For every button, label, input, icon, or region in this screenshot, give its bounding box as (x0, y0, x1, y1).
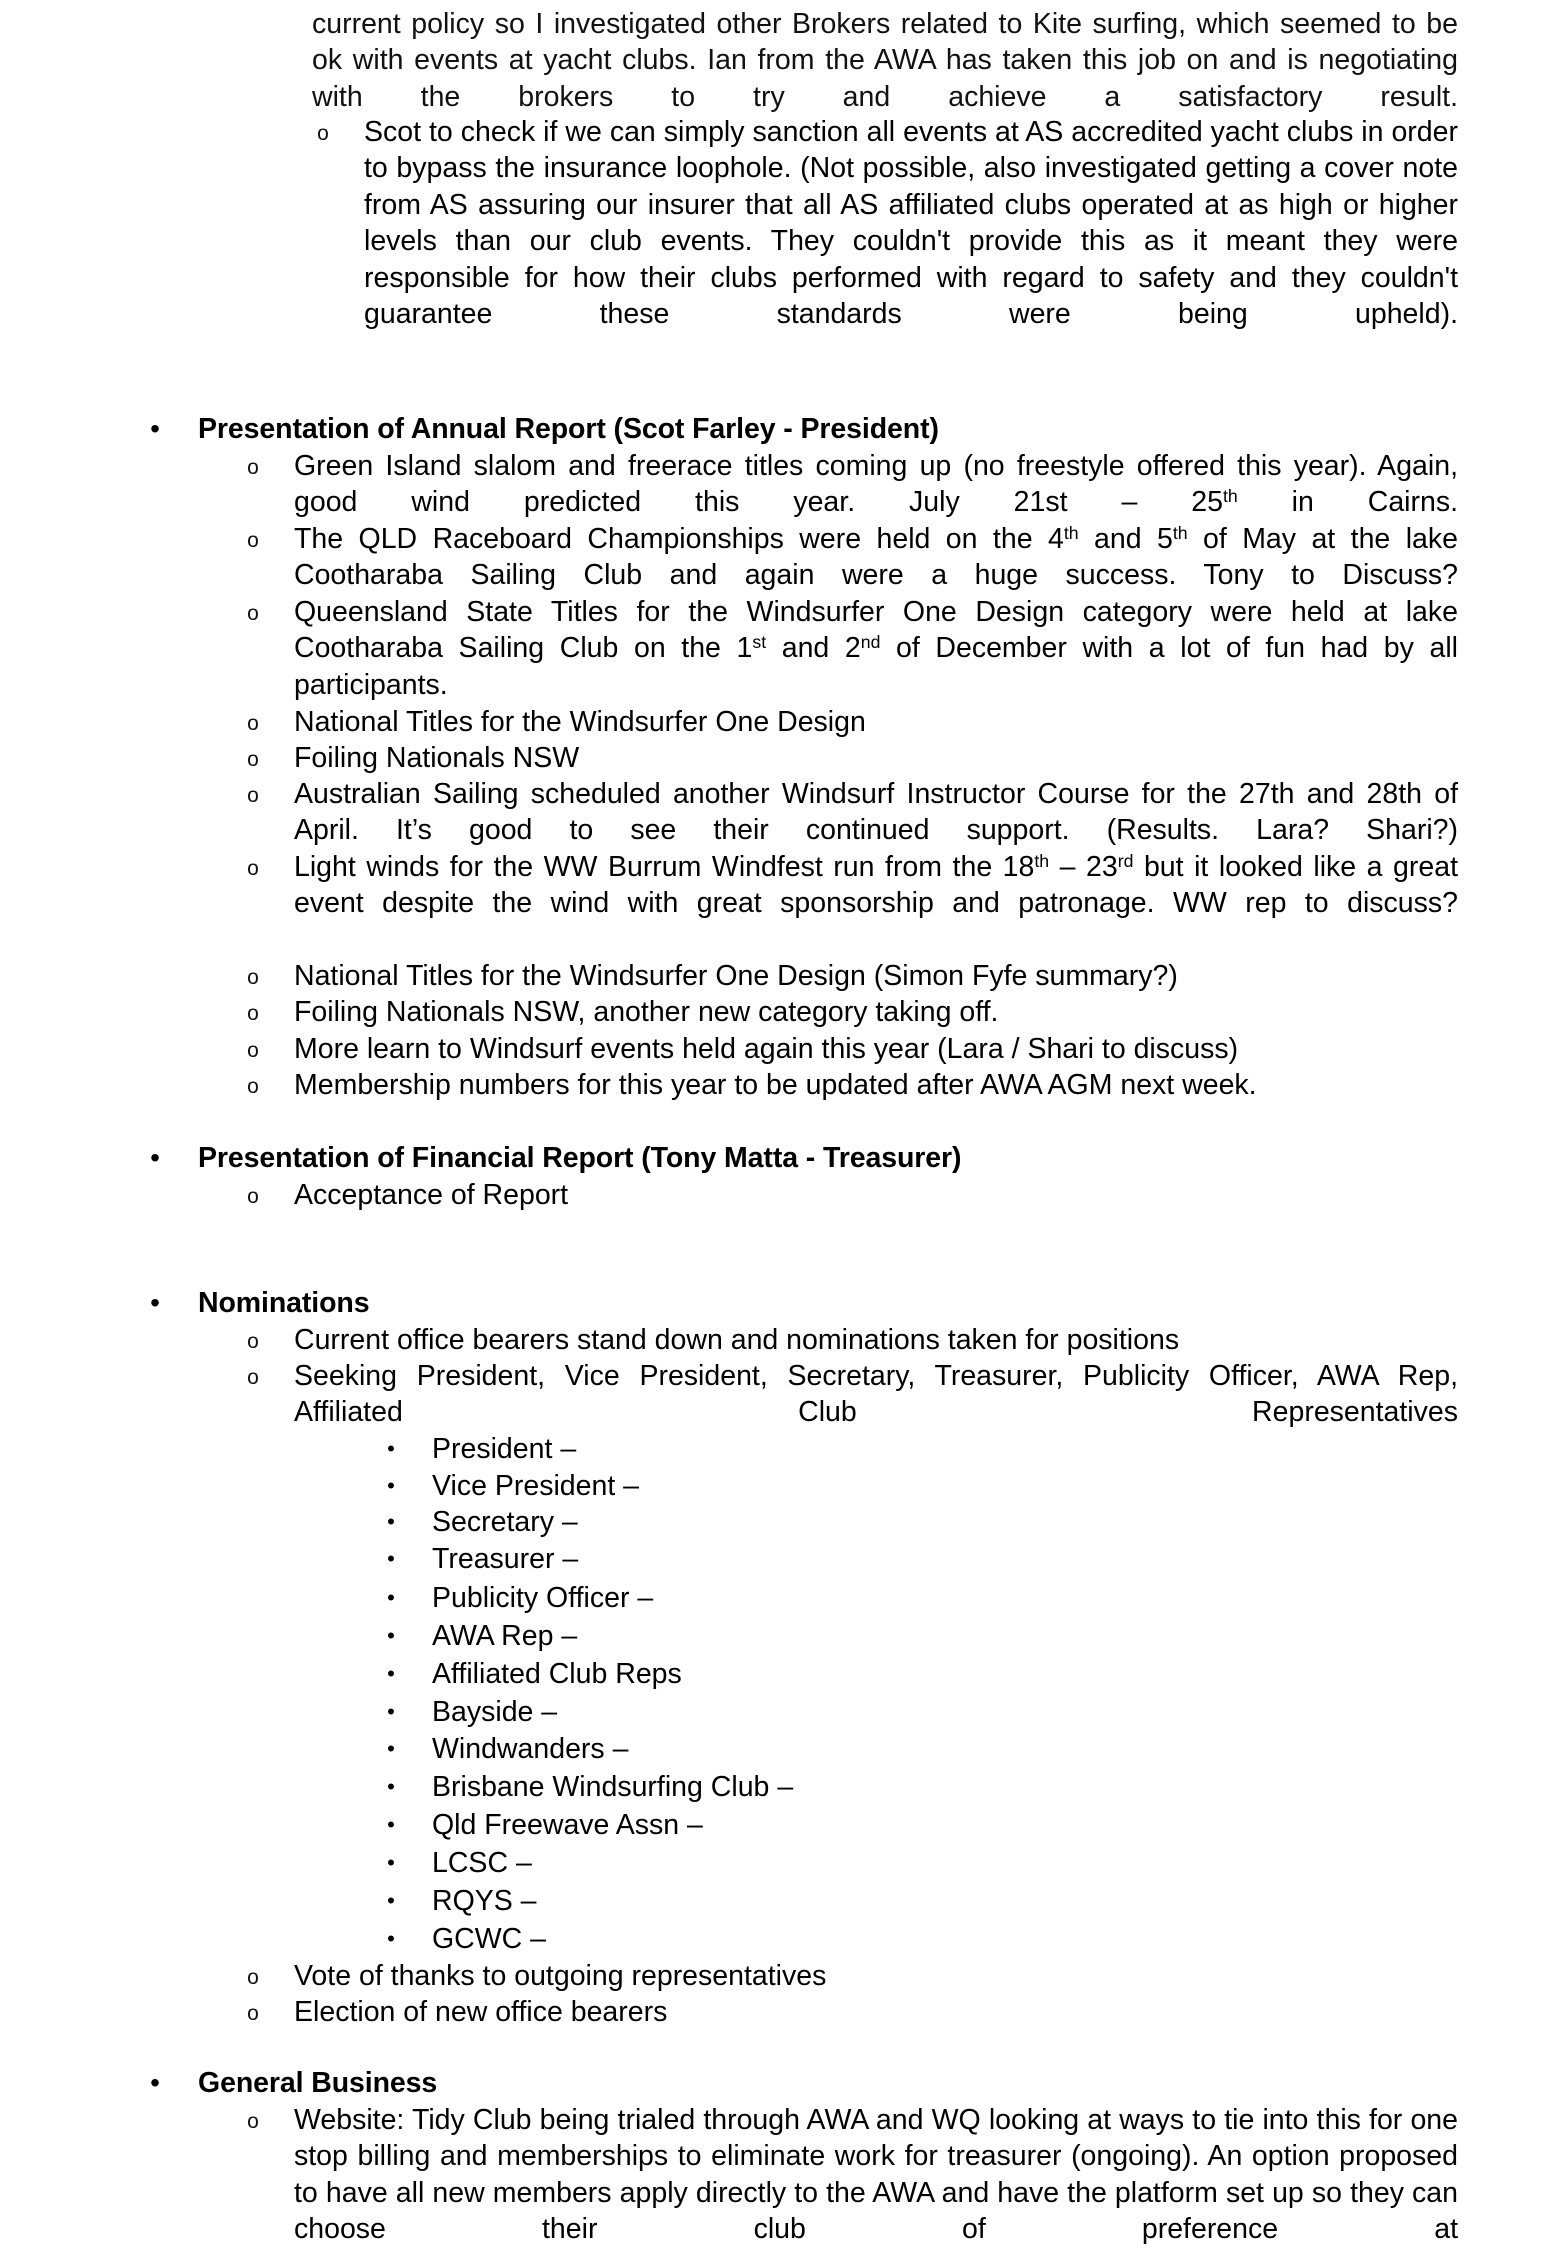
bullet-dot-icon: • (387, 1888, 395, 1913)
bullet-hollow-icon: o (247, 1185, 259, 1208)
bullet-dot-icon: • (387, 1926, 395, 1951)
ordinal-superscript-2: th (1172, 522, 1188, 543)
list-item-text-pre: Queensland State Titles for the Windsurfer One Design category were held at lake Cootharaba Sailing Club on the 1 (294, 596, 1458, 665)
bullet-hollow-icon: o (247, 1002, 259, 1025)
bullet-dot-icon: • (387, 1699, 395, 1724)
ordinal-superscript: st (752, 632, 767, 653)
list-item-text-post: but it looked like a great event despite the wind with great sponsorship and patronage. WW rep to discuss? (294, 851, 1459, 920)
position-label: Bayside – (432, 1696, 558, 1728)
bullet-dot-icon: • (387, 1812, 395, 1837)
list-item-text-post: in Cairns. (1237, 486, 1459, 519)
list-item-text: Acceptance of Report (294, 1179, 569, 1211)
list-item-text-mid: – 23 (1049, 851, 1118, 883)
position-label: LCSC – (432, 1847, 532, 1879)
list-item-text-pre: Green Island slalom and freerace titles coming up (no freestyle offered this year). Again, good wind predicted this year. July 21st – 25 (294, 450, 1458, 519)
bullet-dot-icon: • (150, 1287, 160, 1318)
ordinal-superscript: th (1222, 486, 1238, 507)
bullet-hollow-icon: o (317, 122, 329, 145)
bullet-dot-icon: • (387, 1623, 395, 1648)
bullet-dot-icon: • (150, 2067, 160, 2098)
list-item-text: Foiling Nationals NSW, another new category taking off. (294, 996, 999, 1028)
ordinal-superscript-2: rd (1117, 850, 1134, 871)
section-heading-text: Presentation of Annual Report (Scot Farley - President) (198, 413, 939, 445)
list-item-text-post: of May at the lake Cootharaba Sailing Club and again were a huge success. Tony to Discuss? (294, 523, 1458, 592)
position-label: Publicity Officer – (432, 1582, 654, 1614)
position-label: AWA Rep – (432, 1620, 578, 1652)
list-item-club-lcsc (380, 1845, 1460, 1881)
position-label: Qld Freewave Assn – (432, 1809, 703, 1841)
bullet-hollow-icon: o (247, 712, 259, 735)
list-item-current-office-bearers (242, 1322, 1458, 1358)
bullet-dot-icon: • (387, 1509, 395, 1534)
ordinal-superscript-2: nd (860, 632, 881, 653)
list-item-foiling-nationals-category (242, 994, 1458, 1030)
list-item-membership-numbers (242, 1067, 1458, 1103)
list-item-text-mid: and 2 (766, 632, 861, 665)
bullet-dot-icon: • (150, 1142, 160, 1173)
list-item-text: National Titles for the Windsurfer One Design (294, 706, 866, 738)
list-item-text-post: of December with a lot of fun had by all participants. (294, 632, 1458, 701)
bullet-hollow-icon: o (247, 1075, 259, 1098)
position-label: Secretary – (432, 1506, 578, 1538)
bullet-hollow-icon: o (247, 456, 259, 479)
list-item-position-secretary (380, 1504, 1460, 1540)
list-item-scot-sanction (312, 114, 1458, 369)
list-item-text: Foiling Nationals NSW (294, 742, 580, 774)
bullet-dot-icon: • (387, 1473, 395, 1498)
bullet-hollow-icon: o (247, 1039, 259, 1062)
list-item-text: National Titles for the Windsurfer One Design (Simon Fyfe summary?) (294, 960, 1178, 992)
list-item-club-rqys (380, 1883, 1460, 1919)
bullet-dot-icon: • (387, 1436, 395, 1461)
list-item-club-brisbane-windsurfing (380, 1769, 1460, 1805)
position-label: Affiliated Club Reps (432, 1658, 682, 1690)
heading-nominations (142, 1285, 1462, 1321)
position-label: RQYS – (432, 1885, 537, 1917)
list-item-text: More learn to Windsurf events held again this year (Lara / Shari to discuss) (294, 1033, 1239, 1065)
bullet-dot-icon: • (387, 1736, 395, 1761)
bullet-dot-icon: • (387, 1850, 395, 1875)
continuation-paragraph-text: current policy so I investigated other Brokers related to Kite surfing, which seemed to be ok with events at yacht clubs. Ian from the AWA has taken this job on and is negotiating with the brokers to try and achieve a satisfactory result. (312, 8, 1458, 113)
bullet-dot-icon: • (387, 1585, 395, 1610)
list-item-text: Website: Tidy Club being trialed through AWA and WQ looking at ways to tie into this for one stop billing and memberships to eliminate work for treasurer (ongoing). An option proposed to have all new members apply directly to the AWA and have the platform set up so they can choose their club of preference at (294, 2104, 1458, 2246)
list-item-text: Current office bearers stand down and nominations taken for positions (294, 1324, 1180, 1356)
position-label: GCWC – (432, 1923, 546, 1955)
position-label: Vice President – (432, 1470, 640, 1502)
position-label: Windwanders – (432, 1733, 629, 1765)
list-item-foiling-nationals (242, 740, 1458, 776)
list-item-text: Seeking President, Vice President, Secretary, Treasurer, Publicity Officer, AWA Rep, Affiliated Club Representatives (294, 1360, 1458, 1429)
list-item-website-tidy-club (242, 2102, 1458, 2261)
list-item-position-publicity-officer (380, 1580, 1460, 1616)
bullet-hollow-icon: o (247, 2002, 259, 2025)
bullet-hollow-icon: o (247, 748, 259, 771)
bullet-dot-icon: • (387, 1546, 395, 1571)
heading-general-business (142, 2065, 1462, 2101)
ordinal-superscript: th (1063, 522, 1079, 543)
list-item-club-bayside (380, 1694, 1460, 1730)
list-item-position-vice-president (380, 1468, 1460, 1504)
list-item-text: Membership numbers for this year to be updated after AWA AGM next week. (294, 1069, 1257, 1101)
list-item-burrum-windfest (242, 849, 1458, 958)
list-item-text-pre: Light winds for the WW Burrum Windfest run from the 18 (294, 851, 1035, 883)
list-item-club-qld-freewave (380, 1807, 1460, 1843)
list-item-text: Scot to check if we can simply sanction all events at AS accredited yacht clubs in order to bypass the insurance loophole. (Not possible, also investigated getting a cover note from AS assuring our insurer that all AS affiliated clubs operated at as high or higher levels than our club events. They couldn't provide this as it meant they were responsible for how their clubs performed with regard to safety and they couldn't guarantee these standards were being upheld). (364, 116, 1458, 331)
list-item-text: Election of new office bearers (294, 1996, 668, 2028)
list-item-text-mid: and 5 (1078, 523, 1173, 555)
list-item-text: Vote of thanks to outgoing representatives (294, 1960, 827, 1992)
bullet-hollow-icon: o (247, 966, 259, 989)
list-item-national-titles-simon (242, 958, 1458, 994)
section-heading-text: Nominations (198, 1287, 370, 1319)
bullet-hollow-icon: o (247, 857, 259, 880)
list-item-text (294, 849, 1458, 958)
list-item-position-president (380, 1431, 1460, 1467)
bullet-hollow-icon: o (247, 529, 259, 552)
bullet-hollow-icon: o (247, 784, 259, 807)
bullet-dot-icon: • (387, 1661, 395, 1686)
list-item-text: Australian Sailing scheduled another Windsurf Instructor Course for the 27th and 28th of April. It’s good to see their continued support. (Results. Lara? Shari?) (294, 778, 1458, 847)
list-item-vote-of-thanks (242, 1958, 1458, 1994)
list-item-club-windwanders (380, 1731, 1460, 1767)
position-label: President – (432, 1433, 577, 1465)
ordinal-superscript: th (1034, 850, 1050, 871)
list-item-club-gcwc (380, 1921, 1460, 1957)
list-item-learn-to-windsurf (242, 1031, 1458, 1067)
bullet-hollow-icon: o (247, 1366, 259, 1389)
list-item-text-pre: The QLD Raceboard Championships were held on the 4 (294, 523, 1064, 555)
heading-presentation-annual-report (142, 411, 1462, 447)
bullet-hollow-icon: o (247, 1966, 259, 1989)
bullet-hollow-icon: o (247, 2110, 259, 2133)
bullet-dot-icon: • (387, 1774, 395, 1799)
list-item-position-affiliated-club-reps (380, 1656, 1460, 1692)
list-item-position-awa-rep (380, 1618, 1460, 1654)
position-label: Brisbane Windsurfing Club – (432, 1771, 794, 1803)
heading-presentation-financial-report (142, 1140, 1462, 1176)
bullet-hollow-icon: o (247, 1330, 259, 1353)
list-item-position-treasurer (380, 1541, 1460, 1577)
bullet-dot-icon: • (150, 413, 160, 444)
position-label: Treasurer – (432, 1543, 579, 1575)
list-item-national-titles (242, 704, 1458, 740)
list-item-acceptance-of-report (242, 1177, 1458, 1213)
section-heading-text: Presentation of Financial Report (Tony Matta - Treasurer) (198, 1142, 962, 1174)
bullet-hollow-icon: o (247, 602, 259, 625)
list-item-election-new-office-bearers (242, 1994, 1458, 2030)
section-heading-text: General Business (198, 2067, 438, 2099)
